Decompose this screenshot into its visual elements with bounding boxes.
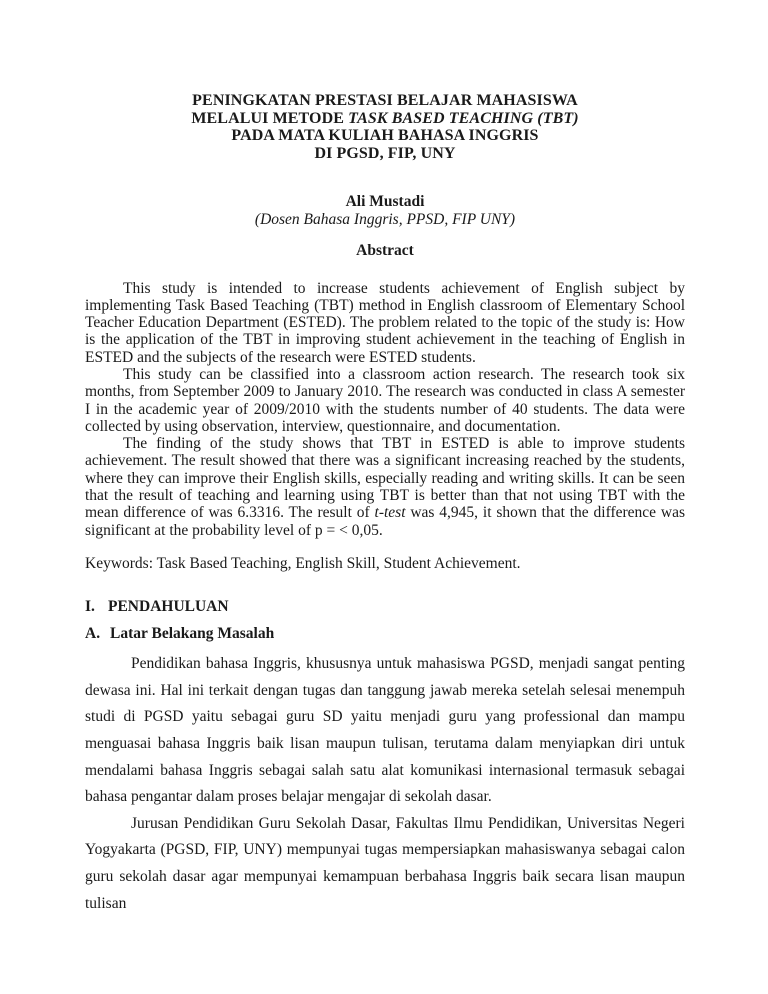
paper-title-line4: DI PGSD, FIP, UNY bbox=[314, 144, 456, 162]
abstract-paragraph-1: This study is intended to increase students achievement of English subject by implementing Task Based Teaching (TBT) method in English classroom of Elementary School Teacher Education Department (ESTED). The problem related to the topic of the study is: How is the application of the TBT in improving student achievement in the teaching of English in ESTED and the subjects of the research were ESTED students. bbox=[85, 279, 685, 366]
keywords-line: Keywords: Task Based Teaching, English Skill, Student Achievement. bbox=[85, 554, 521, 572]
paper-title bbox=[85, 92, 685, 162]
abstract-body bbox=[85, 280, 685, 539]
body-paragraph-2: Jurusan Pendidikan Guru Sekolah Dasar, Fakultas Ilmu Pendidikan, Universitas Negeri Yogyakarta (PGSD, FIP, UNY) mempunyai tugas mempersiapkan mahasiswanya sebagai calon guru sekolah dasar agar mempunyai kemampuan berbahasa Inggris baik secara lisan maupun tulisan bbox=[85, 814, 685, 912]
abstract-paragraph-3-tail: was 4,945, it shown that the difference was significant at the probability level of p = < 0,05. bbox=[85, 504, 685, 539]
page-content bbox=[85, 0, 685, 917]
abstract-paragraph-3 bbox=[85, 435, 685, 539]
body-text bbox=[85, 651, 685, 917]
abstract-heading: Abstract bbox=[356, 242, 414, 259]
paper-title-line1: PENINGKATAN PRESTASI BELAJAR MAHASISWA bbox=[192, 92, 578, 109]
t-test-italic-term: t-test bbox=[374, 504, 406, 522]
author-name: Ali Mustadi bbox=[345, 193, 425, 210]
author-affiliation: (Dosen Bahasa Inggris, PPSD, FIP UNY) bbox=[254, 210, 516, 228]
section-title: PENDAHULUAN bbox=[108, 598, 229, 616]
paper-title-line2 bbox=[85, 110, 685, 128]
abstract-paragraph-2: This study can be classified into a classroom action research. The research took six months, from September 2009 to January 2010. The research was conducted in class A semester I in the academic year of 2009/2010 with the students number of 40 students. The data were collected by using observation, interview, questionnaire, and documentation. bbox=[85, 365, 685, 435]
abstract-paragraph-3-text: The finding of the study shows that TBT in ESTED is able to improve students achievement. The result showed that there was a significant increasing reached by the students, where they can improve their English skills, especially reading and writing skills. It can be seen that the result of teaching and learning using TBT is better than that not using TBT with the mean difference of was 6.3316. The result of bbox=[85, 435, 685, 522]
body-paragraph-1: Pendidikan bahasa Inggris, khususnya untuk mahasiswa PGSD, menjadi sangat penting dewasa ini. Hal ini terkait dengan tugas dan tanggung jawab mereka setelah selesai menempuh studi di PGSD yaitu sebagai guru SD yaitu menjadi guru yang professional dan mampu menguasai bahasa Inggris baik lisan maupun tulisan, terutama dalam menyiapkan diri untuk mendalami bahasa Inggris sebagai salah satu alat komunikasi internasional termasuk sebagai bahasa pengantar dalam proses belajar mengajar di sekolah dasar. bbox=[85, 655, 685, 806]
section-number: I. bbox=[85, 598, 95, 616]
author-block bbox=[85, 193, 685, 228]
section-heading-pendahuluan bbox=[85, 598, 685, 616]
subsection-heading-latar-belakang bbox=[85, 625, 685, 643]
paper-title-line2-italic: TASK BASED TEACHING (TBT) bbox=[348, 109, 579, 127]
subsection-title: Latar Belakang Masalah bbox=[110, 625, 275, 643]
subsection-letter: A. bbox=[85, 625, 101, 643]
paper-title-line2-normal: MELALUI METODE bbox=[191, 109, 349, 127]
paper-title-line3: PADA MATA KULIAH BAHASA INGGRIS bbox=[231, 127, 539, 144]
